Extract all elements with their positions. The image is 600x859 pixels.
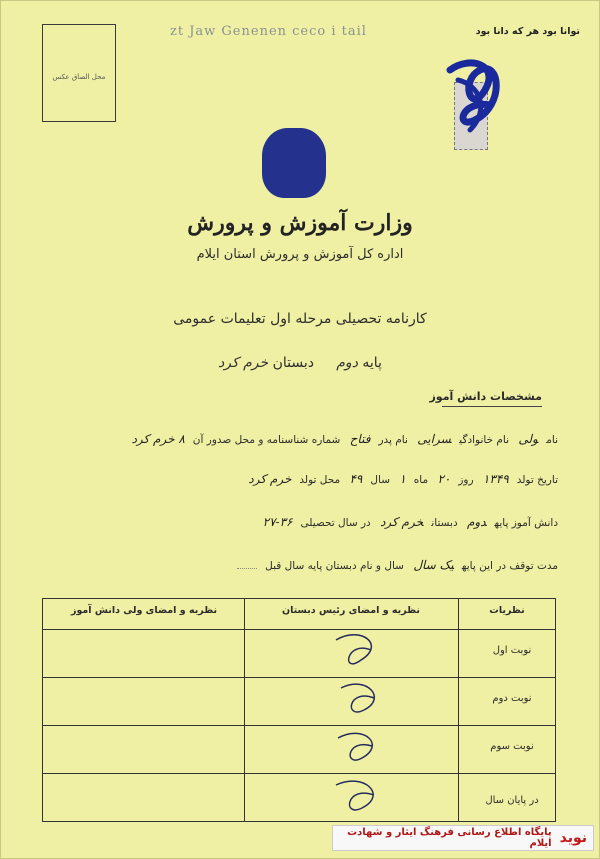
name-value: ولی — [518, 432, 539, 446]
birthplace-label: محل تولد — [299, 474, 341, 486]
birth-label: تاریخ تولد — [516, 474, 558, 486]
family-value: سرایی — [417, 432, 452, 446]
prev-year-label: سال و نام دبستان پایه سال قبل — [265, 560, 404, 572]
section-underline — [442, 406, 542, 407]
grade-line — [0, 355, 600, 371]
row-stay — [40, 558, 558, 572]
header-comments: نظریات — [489, 605, 525, 616]
ministry-title: وزارت آموزش و پرورش — [187, 210, 413, 236]
father-value: فتاح — [349, 432, 371, 446]
stay-label: مدت توقف در این پایه — [461, 560, 558, 572]
idcert-label: شماره شناسنامه و محل صدور آن — [192, 434, 341, 446]
row-school-label: دبستان — [431, 517, 458, 529]
student-grade-label: دانش آموز پایه — [494, 517, 558, 529]
banner-text: پایگاه اطلاع رسانی فرهنگ ایثار و شهادت ایلام — [347, 827, 552, 849]
row-label-third: نوبت سوم — [490, 741, 534, 752]
school-label: دبستان — [272, 355, 314, 371]
year-value: ۴۹ — [349, 472, 363, 486]
row-birth — [40, 472, 558, 486]
row-school — [40, 515, 558, 529]
faint-handwriting: zt Jaw Genenen ceco i tail — [170, 24, 367, 39]
father-label: نام پدر — [378, 434, 408, 446]
photo-label: محل الصاق عکس — [52, 73, 106, 81]
grade-value: دوم — [336, 355, 358, 371]
student-grade-value: دوم — [466, 515, 487, 529]
year-label: سال — [370, 474, 390, 486]
family-label: نام خانوادگی — [459, 434, 510, 446]
day-value: ۲۰ — [437, 472, 451, 486]
table-row-divider — [43, 773, 555, 774]
row-identity — [40, 432, 558, 446]
table-col-divider — [244, 599, 245, 821]
banner-logo: نوید — [559, 830, 587, 846]
prev-year-blank — [237, 568, 257, 569]
grade-label: پایه — [362, 355, 382, 371]
row-label-second: نوبت دوم — [492, 693, 532, 704]
birth-year: ۱۳۴۹ — [482, 472, 509, 486]
idcert-value: ۸ خرم کرد — [131, 432, 185, 446]
month-value: ۱ — [399, 472, 406, 486]
header-parent: نظریه و امضای ولی دانش آموز — [70, 605, 218, 616]
name-label: نام — [546, 434, 558, 446]
stay-value: یک سال — [413, 558, 454, 572]
table-row-divider — [43, 629, 555, 630]
site-banner — [332, 825, 594, 851]
academic-year-value: ۳۶-۲۷ — [262, 515, 293, 529]
photo-box — [42, 24, 116, 122]
table-row-divider — [43, 677, 555, 678]
birthplace-value: خرم کرد — [248, 472, 292, 486]
table-row-divider — [43, 725, 555, 726]
header-principal: نظریه و امضای رئیس دبستان — [282, 605, 420, 616]
revenue-stamp — [454, 82, 488, 150]
motto: توانا بود هر که دانا بود — [475, 26, 580, 37]
school-value: خرم کرد — [218, 355, 269, 371]
row-label-final: در پایان سال — [485, 795, 539, 806]
row-label-first: نوبت اول — [492, 645, 532, 656]
section-header: مشخصات دانش آموز — [429, 390, 542, 403]
report-title: کارنامه تحصیلی مرحله اول تعلیمات عمومی — [173, 311, 427, 327]
row-school-value: خرم کرد — [380, 515, 424, 529]
month-label: ماه — [413, 474, 429, 486]
comments-table — [42, 598, 556, 822]
day-label: روز — [458, 474, 474, 486]
directorate-title: اداره کل آموزش و پرورش استان ایلام — [196, 247, 404, 262]
table-col-divider — [458, 599, 459, 821]
academic-year-label: در سال تحصیلی — [300, 517, 371, 529]
emblem-icon — [262, 128, 326, 198]
